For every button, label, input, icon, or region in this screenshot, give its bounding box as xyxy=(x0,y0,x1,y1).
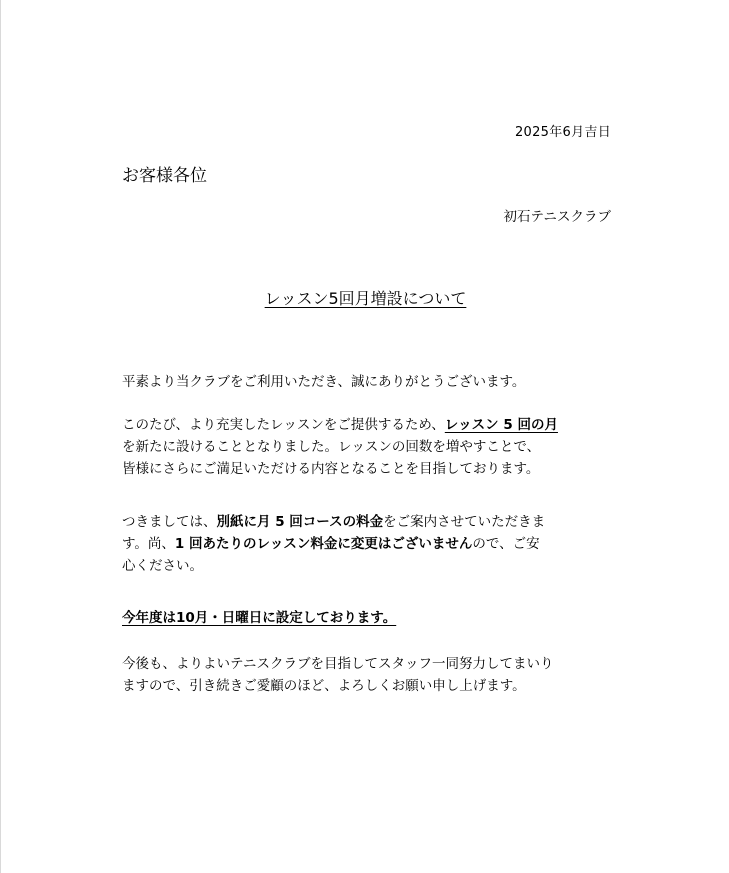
greeting-paragraph xyxy=(122,371,612,393)
pricing-text-1b: をご案内させていただきま xyxy=(383,514,546,530)
pricing-line-3: 心ください。 xyxy=(122,558,203,574)
pricing-text-2b: ので、ご安 xyxy=(472,536,540,552)
announcement-paragraph xyxy=(122,414,612,480)
schedule-notice: 今年度は10月・日曜日に設定しております。 xyxy=(122,610,397,626)
notice-paragraph xyxy=(122,607,612,629)
pricing-highlight-2: 1 回あたりのレッスン料金に変更はございません xyxy=(174,536,473,552)
letter-title: レッスン5回月増設について xyxy=(264,289,467,308)
announcement-highlight: レッスン 5 回の月 xyxy=(444,417,558,433)
pricing-paragraph xyxy=(122,511,612,577)
addressee: お客様各位 xyxy=(122,166,207,186)
pricing-highlight-1: 別紙に月 5 回コースの料金 xyxy=(216,514,384,530)
closing-line-1: 今後も、よりよいテニスクラブを目指してスタッフ一同努力してまいり xyxy=(122,656,554,672)
pricing-line-2 xyxy=(122,533,612,555)
pricing-line-1 xyxy=(122,511,612,533)
letter-title-wrap xyxy=(1,286,729,309)
pricing-text-2a: す。尚、 xyxy=(122,536,175,552)
announcement-line-1 xyxy=(122,414,612,436)
sender-name: 初石テニスクラブ xyxy=(503,209,611,225)
letter-date: 2025年6月吉日 xyxy=(514,125,611,140)
announcement-line-3: 皆様にさらにご満足いただける内容となることを目指しております。 xyxy=(122,461,540,477)
announcement-line-2: を新たに設けることとなりました。レッスンの回数を増やすことで、 xyxy=(122,439,541,455)
closing-line-2: ますので、引き続きご愛顧のほど、よろしくお願い申し上げます。 xyxy=(122,678,526,694)
closing-paragraph xyxy=(122,653,612,697)
announcement-text-1: このたび、より充実したレッスンをご提供するため、 xyxy=(122,417,445,433)
greeting-text: 平素より当クラブをご利用いただき、誠にありがとうございます。 xyxy=(122,374,526,390)
pricing-text-1a: つきましては、 xyxy=(122,514,217,530)
